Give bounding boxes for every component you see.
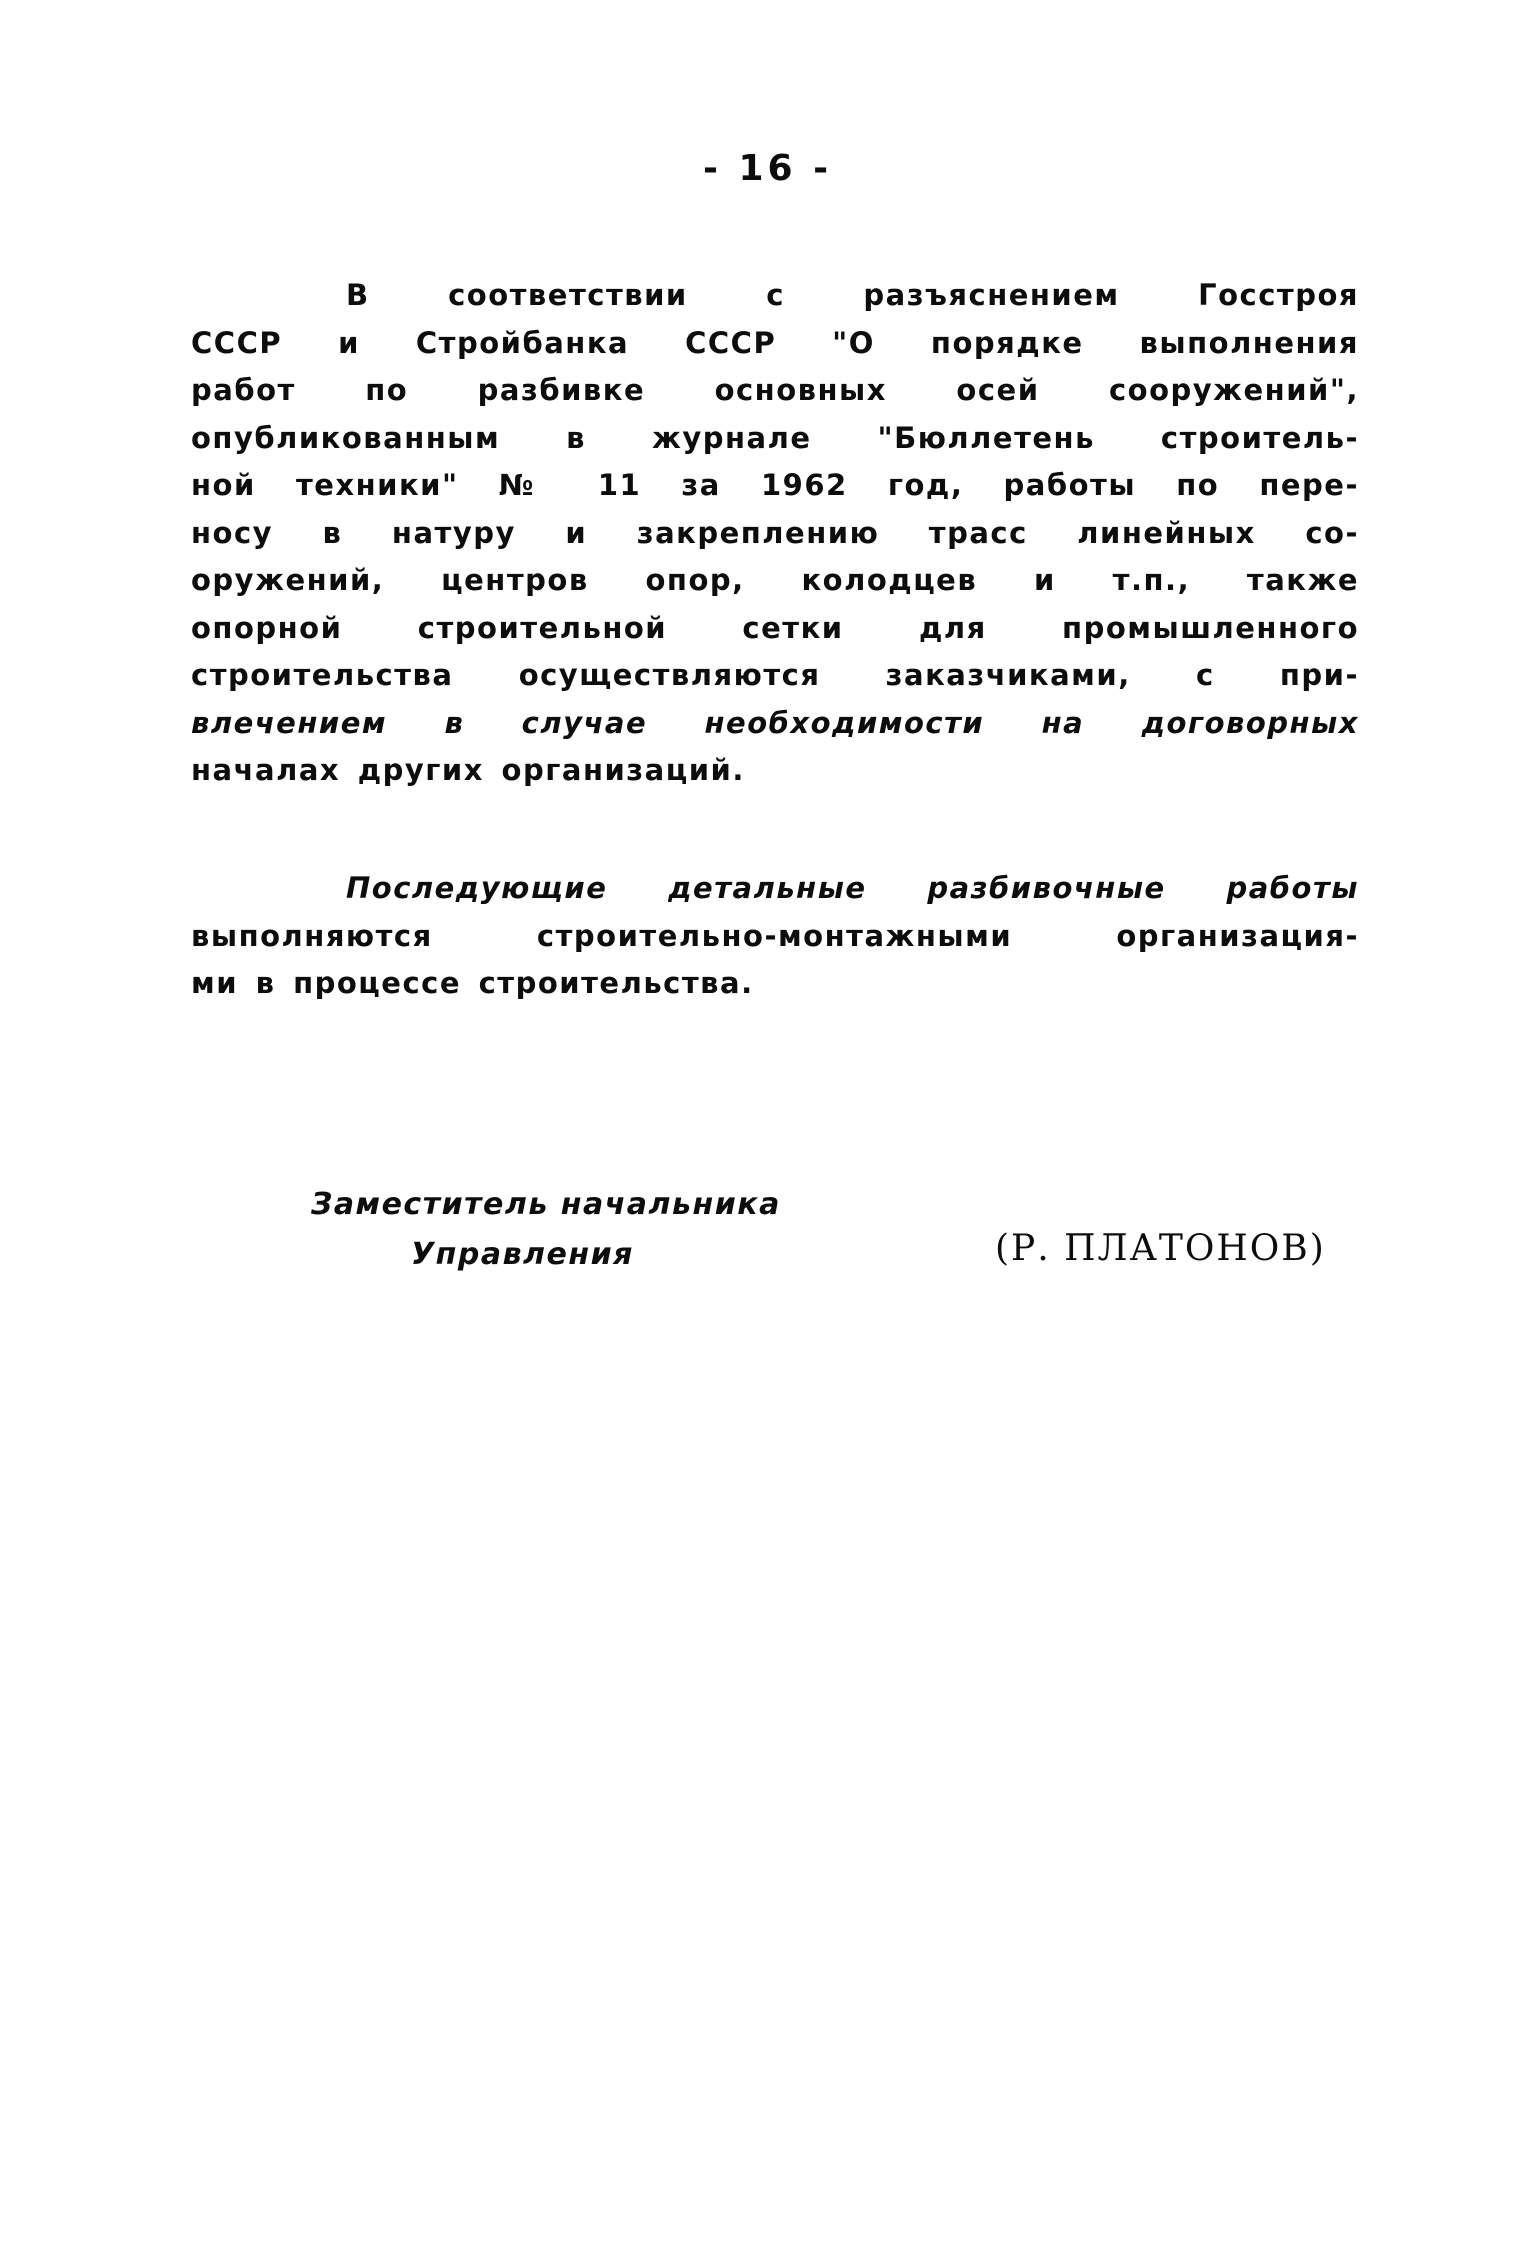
paragraph-regulation [191, 272, 1359, 795]
paragraph-line: опорной строительной сетки для промышленного [191, 610, 1359, 645]
paragraph-line: СССР и Стройбанка СССР "О порядке выполнения [191, 325, 1359, 360]
paragraph-line: Последующие детальные разбивочные работы [346, 871, 1359, 905]
paragraph-line: ной техники" № 11 за 1962 год, работы по пере- [191, 468, 1359, 502]
signatory-name: (Р. ПЛАТОНОВ) [995, 1228, 1326, 1269]
paragraph-line: В соответствии с разъяснением Госстроя [346, 278, 1359, 312]
signature-title-line: Заместитель начальника [311, 1187, 781, 1222]
paragraph-line: строительства осуществляются заказчиками, с при- [191, 658, 1359, 692]
page-number: - 16 - [702, 148, 833, 189]
paragraph-line: ми в процессе строительства. [191, 966, 754, 1000]
paragraph-detailed-works [191, 865, 1359, 1008]
signature-title [311, 1180, 781, 1280]
paragraph-line: опубликованным в журнале "Бюллетень строитель- [191, 420, 1359, 455]
paragraph-line: носу в натуру и закреплению трасс линейных со- [191, 515, 1359, 550]
paragraph-line: выполняются строительно-монтажными организация- [191, 918, 1359, 953]
paragraph-line: началах других организаций. [191, 753, 745, 787]
paragraph-line: работ по разбивке основных осей сооружений", [191, 373, 1359, 407]
paragraph-line: влечением в случае необходимости на договорных [191, 705, 1359, 740]
paragraph-line: оружений, центров опор, колодцев и т.п., также [191, 563, 1359, 597]
signature-title-line: Управления [411, 1237, 634, 1272]
